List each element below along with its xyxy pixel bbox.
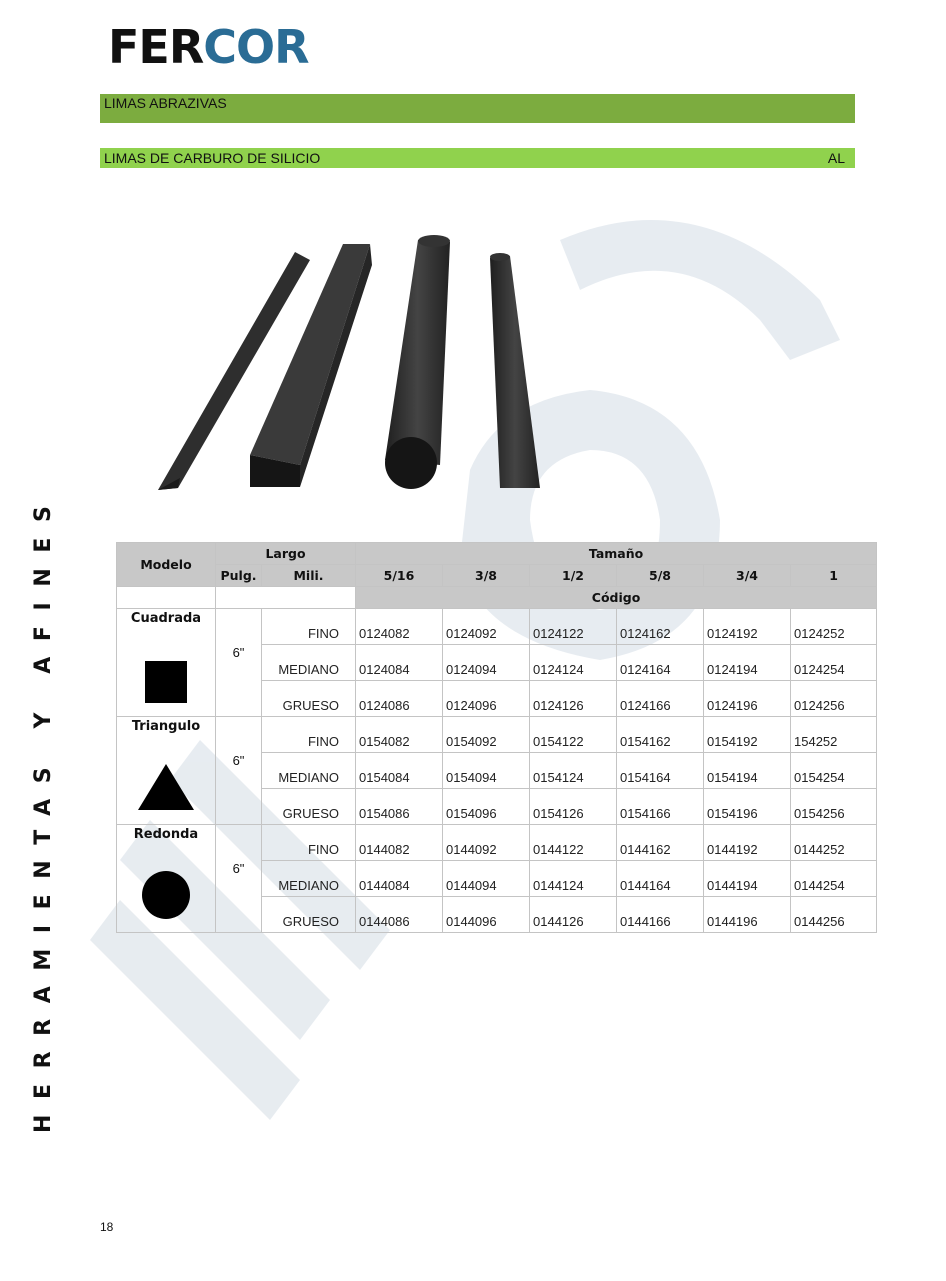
code-cell: 0154126 xyxy=(530,789,617,825)
subsection-title: LIMAS DE CARBURO DE SILICIO xyxy=(104,150,321,166)
model-cell xyxy=(117,609,216,717)
section-title-bar xyxy=(100,94,855,123)
code-cell: 0124094 xyxy=(443,645,530,681)
side-vertical-text xyxy=(30,485,56,1135)
circle-icon xyxy=(117,870,215,924)
code-cell: 0144194 xyxy=(704,861,791,897)
header-pulg: Pulg. xyxy=(216,565,262,587)
pulg-cell: 6" xyxy=(216,825,262,933)
product-photo xyxy=(150,230,570,500)
code-cell: 0154162 xyxy=(617,717,704,753)
code-cell: 0144124 xyxy=(530,861,617,897)
code-cell: 0144084 xyxy=(356,861,443,897)
grade-cell: FINO xyxy=(262,825,356,861)
code-cell: 0144192 xyxy=(704,825,791,861)
code-cell: 0144082 xyxy=(356,825,443,861)
model-label: Triangulo xyxy=(131,719,201,734)
code-cell: 0154084 xyxy=(356,753,443,789)
grade-cell: FINO xyxy=(262,609,356,645)
code-cell: 0124124 xyxy=(530,645,617,681)
round-file xyxy=(385,235,450,489)
header-size: 1/2 xyxy=(530,565,617,587)
code-cell: 0154256 xyxy=(791,789,877,825)
grade-cell: MEDIANO xyxy=(262,753,356,789)
code-cell: 0124096 xyxy=(443,681,530,717)
code-cell: 154252 xyxy=(791,717,877,753)
logo-part2: COR xyxy=(203,20,309,74)
code-cell: 0154082 xyxy=(356,717,443,753)
code-cell: 0144126 xyxy=(530,897,617,933)
code-cell: 0144256 xyxy=(791,897,877,933)
header-size: 3/8 xyxy=(443,565,530,587)
code-cell: 0144162 xyxy=(617,825,704,861)
header-size: 1 xyxy=(791,565,877,587)
side-text: HERRAMIENTAS Y AFINES xyxy=(31,490,56,1133)
code-cell: 0154096 xyxy=(443,789,530,825)
code-cell: 0124256 xyxy=(791,681,877,717)
model-cell xyxy=(117,825,216,933)
table-row xyxy=(117,609,877,645)
header-modelo: Modelo xyxy=(117,543,216,587)
code-cell: 0144092 xyxy=(443,825,530,861)
header-blank xyxy=(117,587,216,609)
code-cell: 0154164 xyxy=(617,753,704,789)
subsection-code: AL xyxy=(827,150,845,166)
pulg-cell: 6" xyxy=(216,717,262,825)
code-cell: 0124254 xyxy=(791,645,877,681)
code-cell: 0124084 xyxy=(356,645,443,681)
page-number: 18 xyxy=(100,1220,114,1234)
code-cell: 0124122 xyxy=(530,609,617,645)
code-cell: 0154092 xyxy=(443,717,530,753)
header-largo: Largo xyxy=(216,543,356,565)
code-cell: 0144096 xyxy=(443,897,530,933)
header-size: 5/8 xyxy=(617,565,704,587)
triangle-icon xyxy=(117,762,215,816)
code-cell: 0144086 xyxy=(356,897,443,933)
code-cell: 0124126 xyxy=(530,681,617,717)
code-cell: 0154094 xyxy=(443,753,530,789)
code-cell: 0154254 xyxy=(791,753,877,789)
code-cell: 0124162 xyxy=(617,609,704,645)
header-blank xyxy=(216,587,356,609)
header-tamano: Tamaño xyxy=(356,543,877,565)
model-label: Cuadrada xyxy=(130,611,202,626)
code-cell: 0154086 xyxy=(356,789,443,825)
table-row xyxy=(117,825,877,861)
code-cell: 0144166 xyxy=(617,897,704,933)
code-cell: 0124164 xyxy=(617,645,704,681)
grade-cell: GRUESO xyxy=(262,897,356,933)
code-cell: 0144122 xyxy=(530,825,617,861)
subsection-bar xyxy=(100,148,855,168)
code-cell: 0124196 xyxy=(704,681,791,717)
grade-cell: FINO xyxy=(262,717,356,753)
code-cell: 0124086 xyxy=(356,681,443,717)
grade-cell: MEDIANO xyxy=(262,861,356,897)
code-cell: 0154192 xyxy=(704,717,791,753)
code-cell: 0154166 xyxy=(617,789,704,825)
section-title: LIMAS ABRAZIVAS xyxy=(104,95,227,111)
code-cell: 0124092 xyxy=(443,609,530,645)
code-cell: 0124166 xyxy=(617,681,704,717)
code-cell: 0124192 xyxy=(704,609,791,645)
half-round-file xyxy=(490,253,540,488)
fercor-logo xyxy=(108,22,309,72)
header-size: 5/16 xyxy=(356,565,443,587)
model-label: Redonda xyxy=(133,827,199,842)
header-codigo: Código xyxy=(356,587,877,609)
code-cell: 0154196 xyxy=(704,789,791,825)
grade-cell: MEDIANO xyxy=(262,645,356,681)
code-cell: 0144196 xyxy=(704,897,791,933)
square-icon xyxy=(117,660,215,708)
grade-cell: GRUESO xyxy=(262,789,356,825)
product-code-table xyxy=(116,542,877,933)
pulg-cell: 6" xyxy=(216,609,262,717)
table-row xyxy=(117,717,877,753)
model-cell xyxy=(117,717,216,825)
code-cell: 0144252 xyxy=(791,825,877,861)
code-cell: 0124194 xyxy=(704,645,791,681)
square-file xyxy=(250,244,372,487)
code-cell: 0154124 xyxy=(530,753,617,789)
code-cell: 0144164 xyxy=(617,861,704,897)
code-cell: 0124252 xyxy=(791,609,877,645)
code-cell: 0124082 xyxy=(356,609,443,645)
code-cell: 0154122 xyxy=(530,717,617,753)
code-cell: 0154194 xyxy=(704,753,791,789)
logo-part1: FER xyxy=(108,20,204,74)
grade-cell: GRUESO xyxy=(262,681,356,717)
header-size: 3/4 xyxy=(704,565,791,587)
header-mili: Mili. xyxy=(262,565,356,587)
code-cell: 0144094 xyxy=(443,861,530,897)
code-cell: 0144254 xyxy=(791,861,877,897)
